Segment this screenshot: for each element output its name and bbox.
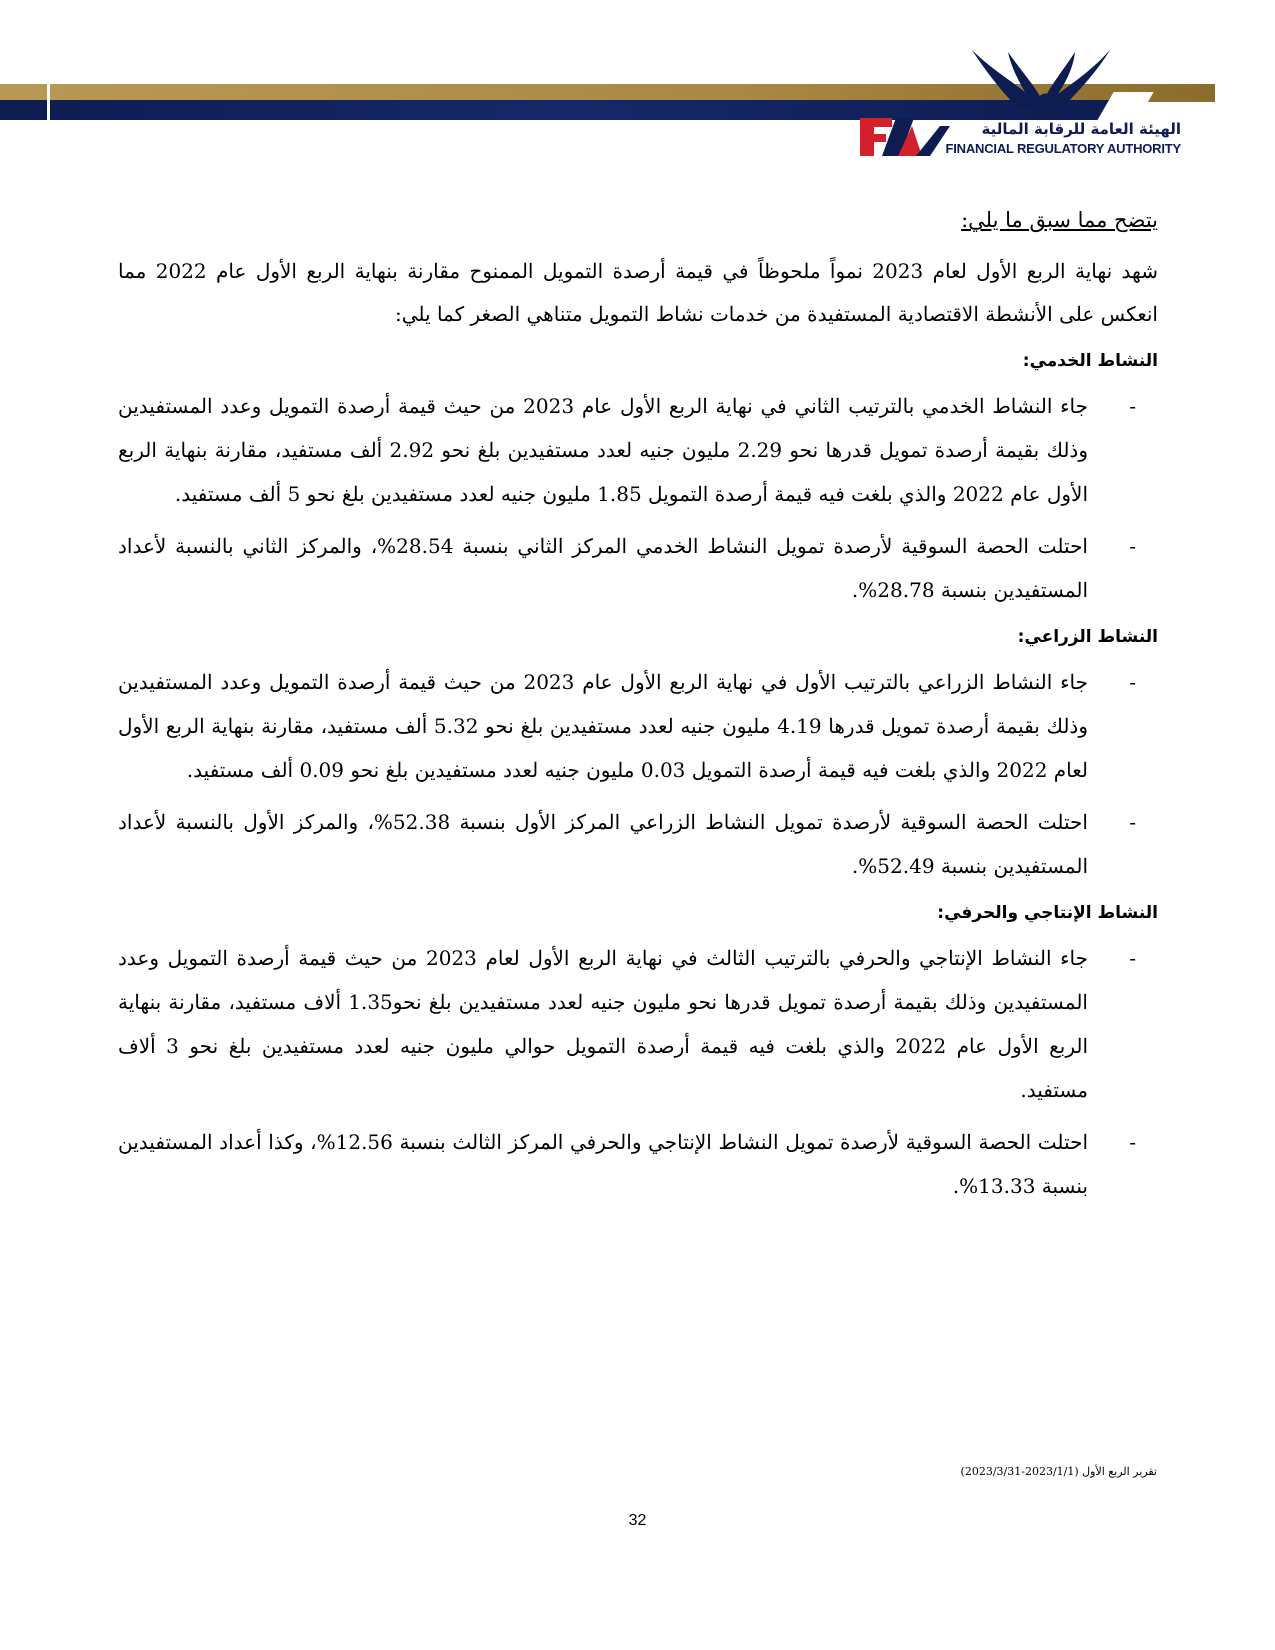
bullet-list <box>118 660 1158 888</box>
bullet-text: جاء النشاط الزراعي بالترتيب الأول في نهاية الربع الأول عام 2023 من حيث قيمة أرصدة التمويل وعدد المستفيدين وذلك بقيمة أرصدة تمويل قدرها 4.19 مليون جنيه لعدد مستفيدين بلغ نحو 5.32 ألف مستفيد، مقارنة بنهاية الربع الأول لعام 2022 والذي بلغت فيه قيمة أرصدة التمويل 0.03 مليون جنيه لعدد مستفيدين بلغ نحو 0.09 ألف مستفيد. <box>118 670 1088 782</box>
list-item <box>118 660 1158 792</box>
intro-heading: يتضح مما سبق ما يلي: <box>961 208 1158 232</box>
dash-marker: - <box>1129 810 1136 834</box>
dash-marker: - <box>1129 670 1136 694</box>
logo-english-name: FINANCIAL REGULATORY AUTHORITY <box>945 141 1181 156</box>
bullet-list <box>118 936 1158 1208</box>
footer-report-note: تقرير الربع الأول (2023/1/1-2023/3/31) <box>960 1465 1157 1478</box>
list-item <box>118 384 1158 516</box>
list-item <box>118 800 1158 888</box>
dash-marker: - <box>1129 394 1136 418</box>
page-header <box>0 0 1275 170</box>
dash-marker: - <box>1129 1130 1136 1154</box>
bullet-text: احتلت الحصة السوقية لأرصدة تمويل النشاط الإنتاجي والحرفي المركز الثالث بنسبة 12.56%، وكذا أعداد المستفيدين بنسبة 13.33%. <box>118 1130 1088 1198</box>
section-title: النشاط الإنتاجي والحرفي: <box>937 903 1158 923</box>
bullet-text: جاء النشاط الخدمي بالترتيب الثاني في نهاية الربع الأول عام 2023 من حيث قيمة أرصدة التمويل وعدد المستفيدين وذلك بقيمة أرصدة تمويل قدرها نحو 2.29 مليون جنيه لعدد مستفيدين بلغ نحو 2.92 ألف مستفيد، مقارنة بنهاية الربع الأول عام 2022 والذي بلغت فيه قيمة أرصدة التمويل 1.85 مليون جنيه لعدد مستفيدين بلغ نحو 5 ألف مستفيد. <box>118 394 1088 506</box>
section-services <box>118 344 1158 612</box>
document-body <box>118 200 1158 1216</box>
section-agriculture <box>118 620 1158 888</box>
section-title: النشاط الزراعي: <box>1017 627 1158 647</box>
header-band-divider <box>47 84 50 120</box>
summary-paragraph: شهد نهاية الربع الأول لعام 2023 نمواً ملحوظاً في قيمة أرصدة التمويل الممنوح مقارنة بنهاية الربع الأول عام 2022 مما انعكس على الأنشطة الاقتصادية المستفيدة من خدمات نشاط التمويل متناهي الصغر كما يلي: <box>118 259 1158 326</box>
list-item <box>118 524 1158 612</box>
page-number: 32 <box>628 1512 647 1529</box>
bullet-text: جاء النشاط الإنتاجي والحرفي بالترتيب الثالث في نهاية الربع الأول لعام 2023 من حيث قيمة أرصدة التمويل وعدد المستفيدين وذلك بقيمة أرصدة تمويل قدرها نحو مليون جنيه لعدد مستفيدين بلغ نحو1.35 ألاف مستفيد، مقارنة بنهاية الربع الأول عام 2022 والذي بلغت فيه قيمة أرصدة التمويل حوالي مليون جنيه لعدد مستفيدين بلغ نحو 3 ألاف مستفيد. <box>118 946 1088 1102</box>
dash-marker: - <box>1129 534 1136 558</box>
list-item <box>118 936 1158 1112</box>
bullet-text: احتلت الحصة السوقية لأرصدة تمويل النشاط الزراعي المركز الأول بنسبة 52.38%، والمركز الأول بالنسبة لأعداد المستفيدين بنسبة 52.49%. <box>118 810 1088 878</box>
bullet-list <box>118 384 1158 612</box>
dash-marker: - <box>1129 946 1136 970</box>
logo-arabic-name: الهيئة العامة للرقابة المالية <box>981 120 1181 138</box>
section-production-crafts <box>118 896 1158 1208</box>
list-item <box>118 1120 1158 1208</box>
bullet-text: احتلت الحصة السوقية لأرصدة تمويل النشاط الخدمي المركز الثاني بنسبة 28.54%، والمركز الثاني بالنسبة لأعداد المستفيدين بنسبة 28.78%. <box>118 534 1088 602</box>
section-title: النشاط الخدمي: <box>1022 351 1158 371</box>
